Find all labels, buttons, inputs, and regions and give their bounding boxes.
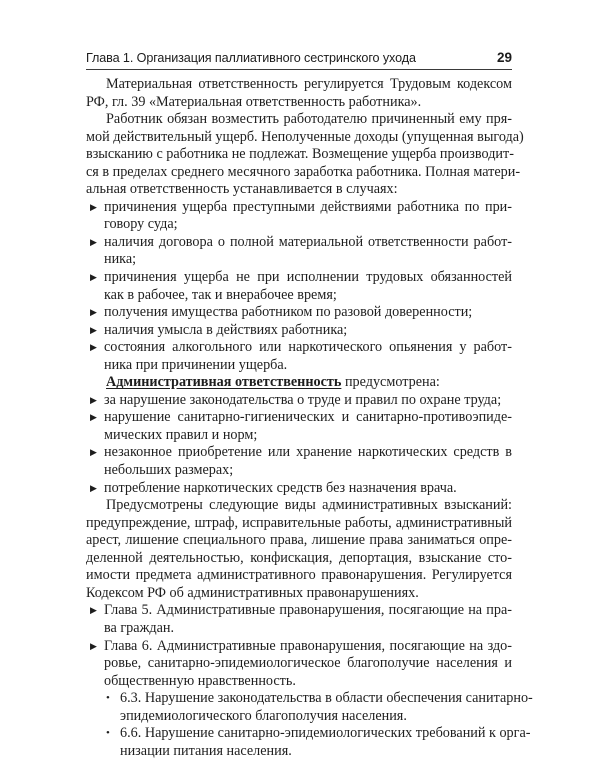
- triangle-right-bullet-icon: ▶: [90, 640, 97, 651]
- running-header: [86, 49, 512, 69]
- dot-bullet-icon: •: [106, 692, 110, 705]
- triangle-right-bullet-icon: ▶: [90, 201, 97, 212]
- text-line: арест, лишение специального права, лишение права заниматься опре-: [86, 532, 512, 549]
- list-item: [86, 638, 512, 656]
- triangle-right-bullet-icon: ▶: [90, 272, 97, 283]
- list-item: [86, 392, 512, 410]
- list-item-text: потребление наркотических средств без назначения врача.: [104, 479, 457, 496]
- sublist-item: [86, 725, 531, 743]
- triangle-right-bullet-icon: ▶: [90, 342, 97, 353]
- list-item-continuation: ровье, санитарно-эпидемиологическое благополучие населения и: [104, 655, 512, 672]
- text-line: РФ, гл. 39 «Материальная ответственность работника».: [86, 93, 422, 110]
- list-item-text: Глава 5. Административные правонарушения, посягающие на пра-: [104, 602, 512, 619]
- triangle-right-bullet-icon: ▶: [90, 412, 97, 423]
- list-item-text: наличия договора о полной материальной ответственности работ-: [104, 233, 512, 250]
- list-item: [86, 269, 512, 287]
- list-item-text: нарушение санитарно-гигиенических и санитарно-противоэпиде-: [104, 409, 512, 426]
- list-item: [86, 602, 512, 620]
- sublist-item-text: 6.3. Нарушение законодательства в области обеспечения санитарно-: [120, 690, 533, 707]
- text-line: ся в пределах среднего месячного заработка работника. Полная матери-: [86, 163, 521, 180]
- list-item-text: причинения ущерба не при исполнении трудовых обязанностей: [104, 269, 512, 286]
- list-item-continuation: как в рабочее, так и внерабочее время;: [104, 286, 337, 303]
- triangle-right-bullet-icon: ▶: [90, 236, 97, 247]
- text-line: мой действительный ущерб. Неполученные доходы (упущенная выгода): [86, 128, 524, 145]
- list-item-continuation: говору суда;: [104, 216, 178, 233]
- list-item: [86, 234, 512, 252]
- list-item: [86, 322, 512, 340]
- text-line: Работник обязан возместить работодателю причиненный ему пря-: [106, 111, 512, 128]
- triangle-right-bullet-icon: ▶: [90, 307, 97, 318]
- list-item: [86, 339, 512, 357]
- list-item-continuation: мических правил и норм;: [104, 426, 258, 443]
- text-line: [86, 374, 512, 392]
- triangle-right-bullet-icon: ▶: [90, 605, 97, 616]
- triangle-right-bullet-icon: ▶: [90, 482, 97, 493]
- list-item-continuation: ва граждан.: [104, 619, 175, 636]
- sublist-item-text: 6.6. Нарушение санитарно-эпидемиологических требований к орга-: [120, 725, 531, 742]
- list-item-text: получения имущества работником по разовой доверенности;: [104, 304, 473, 321]
- triangle-right-bullet-icon: ▶: [90, 394, 97, 405]
- list-item-continuation: ника при причинении ущерба.: [104, 356, 288, 373]
- chapter-title: Глава 1. Организация паллиативного сестринского ухода: [86, 51, 416, 65]
- triangle-right-bullet-icon: ▶: [90, 324, 97, 335]
- sublist-item: [86, 690, 533, 708]
- list-item-text: незаконное приобретение или хранение наркотических средств в: [104, 444, 512, 461]
- page-number: 29: [496, 50, 512, 65]
- text-line: Предусмотрены следующие виды административных взысканий:: [106, 497, 512, 514]
- sublist-item-continuation: эпидемиологического благополучия населения.: [120, 707, 407, 724]
- list-item-continuation: ника;: [104, 251, 137, 268]
- text-line: имости предмета административного правонарушения. Регулируется: [86, 567, 512, 584]
- list-item-continuation: общественную нравственность.: [104, 672, 296, 689]
- text-line: предупреждение, штраф, исправительные работы, административный: [86, 514, 512, 531]
- text-fragment: предусмотрена:: [341, 374, 440, 391]
- dot-bullet-icon: •: [106, 727, 110, 740]
- list-item-text: Глава 6. Административные правонарушения, посягающие на здо-: [104, 637, 512, 654]
- triangle-right-bullet-icon: ▶: [90, 447, 97, 458]
- list-item-continuation: небольших размерах;: [104, 462, 234, 479]
- list-item: [86, 444, 512, 462]
- sublist-item-continuation: низации питания населения.: [120, 742, 292, 759]
- list-item: [86, 304, 512, 322]
- list-item-text: причинения ущерба преступными действиями работника по при-: [104, 198, 512, 215]
- text-line: альная ответственность устанавливается в случаях:: [86, 181, 398, 198]
- page-body: [86, 76, 533, 760]
- list-item-text: наличия умысла в действиях работника;: [104, 321, 348, 338]
- text-line: взысканию с работника не подлежат. Возмещение ущерба производит-: [86, 146, 514, 163]
- list-item-text: состояния алкогольного или наркотического опьянения у работ-: [104, 339, 512, 356]
- text-line: деленной деятельностью, конфискация, депортация, взыскание сто-: [86, 549, 512, 566]
- header-rule: [86, 69, 512, 70]
- list-item-text: за нарушение законодательства о труде и правил по охране труда;: [104, 391, 502, 408]
- list-item: [86, 199, 512, 217]
- text-line: Кодексом РФ об административных правонарушениях.: [86, 584, 419, 601]
- term-administrative-liability: Административная ответственность: [106, 374, 342, 391]
- list-item: [86, 480, 512, 498]
- text-line: Материальная ответственность регулируется Трудовым кодексом: [106, 76, 512, 92]
- list-item: [86, 409, 512, 427]
